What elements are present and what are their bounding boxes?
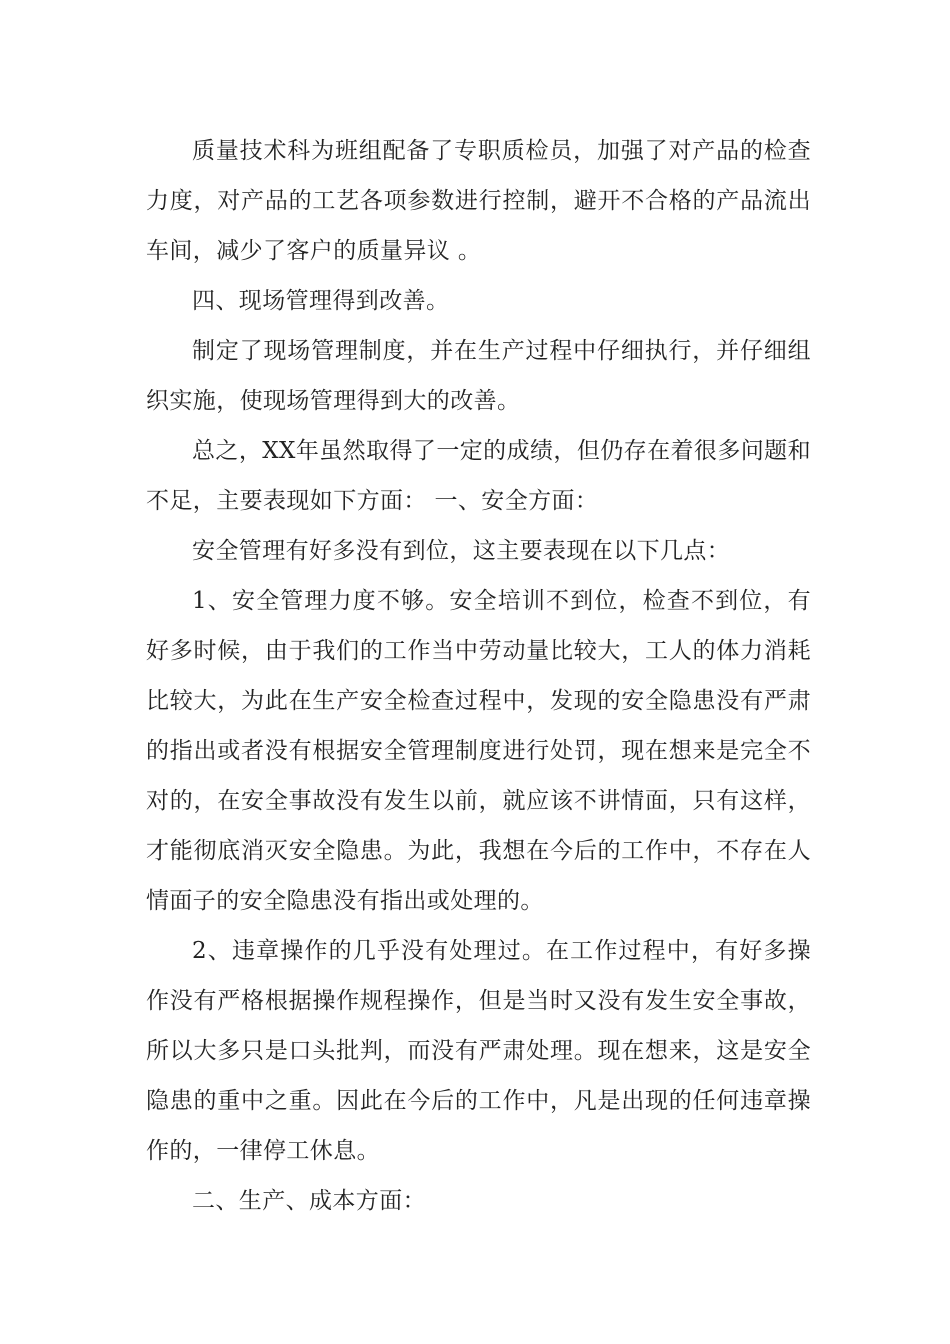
paragraph-safety-point-1: 1、安全管理力度不够。安全培训不到位，检查不到位，有好多时候，由于我们的工作当中劳动量比较大，工人的体力消耗比较大，为此在生产安全检查过程中，发现的安全隐患没有严肃的指出或者没有根据安全管理制度进行处罚，现在想来是完全不对的，在安全事故没有发生以前，就应该不讲情面，只有这样，才能彻底消灭安全隐患。为此，我想在今后的工作中，不存在人情面子的安全隐患没有指出或处理的。 <box>146 588 811 914</box>
paragraph-safety-point-2: 2、违章操作的几乎没有处理过。在工作过程中，有好多操作没有严格根据操作规程操作，但是当时又没有发生安全事故，所以大多只是口头批判，而没有严肃处理。现在想来，这是安全隐患的重中之重。因此在今后的工作中，凡是出现的任何违章操作的，一律停工休息。 <box>146 938 811 1164</box>
paragraph-quality-inspection: 质量技术科为班组配备了专职质检员，加强了对产品的检查力度，对产品的工艺各项参数进行控制，避开不合格的产品流出车间，减少了客户的质量异议 。 <box>146 138 811 264</box>
paragraph-summary: 总之，XX年虽然取得了一定的成绩，但仍存在着很多问题和不足，主要表现如下方面： 一、安全方面： <box>146 438 811 514</box>
paragraph-site-management: 制定了现场管理制度，并在生产过程中仔细执行，并仔细组织实施，使现场管理得到大的改善。 <box>146 338 811 414</box>
document-body <box>146 126 811 1226</box>
heading-site-management: 四、现场管理得到改善。 <box>192 288 450 314</box>
heading-production-cost: 二、生产、成本方面： <box>192 1188 426 1214</box>
paragraph-safety-intro: 安全管理有好多没有到位，这主要表现在以下几点： <box>192 538 731 564</box>
